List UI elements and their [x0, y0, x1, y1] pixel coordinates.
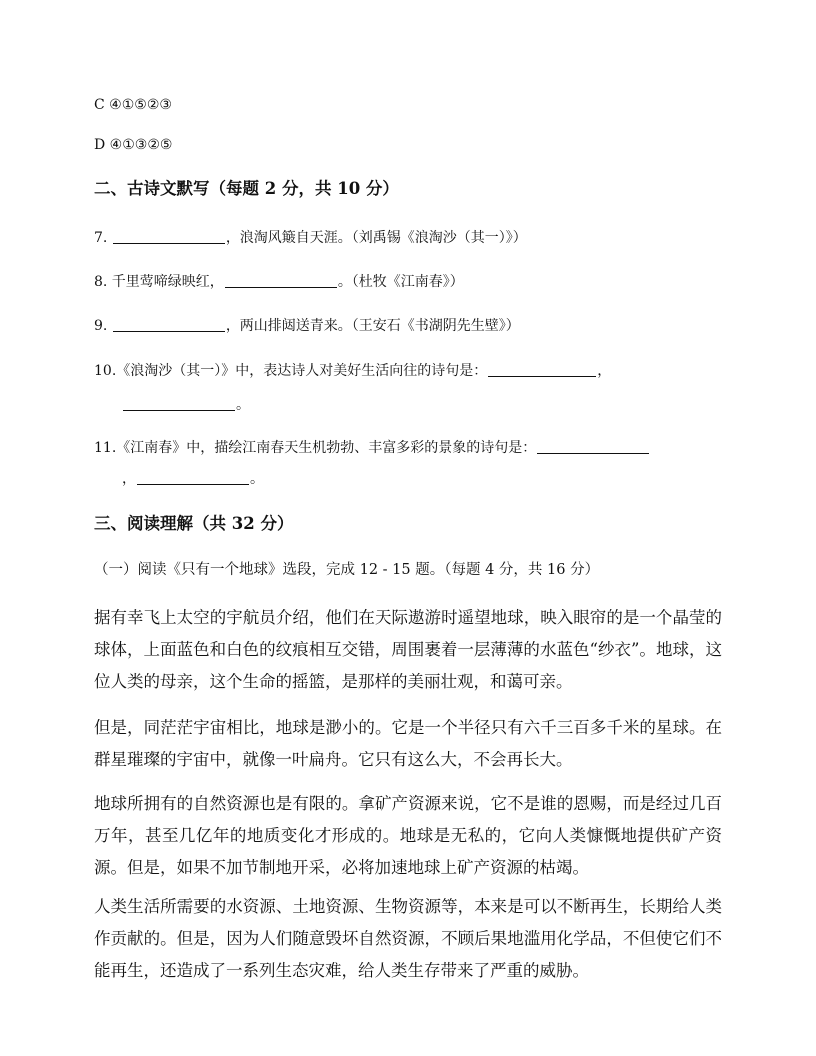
q7-suffix: ，浪淘风簸自天涯。（刘禹锡《浪淘沙（其一）》）: [225, 230, 527, 246]
q11-end: 。: [250, 471, 264, 487]
question-11-line1: [94, 438, 650, 458]
section2-title: 二、古诗文默写（每题 2 分，共 10 分）: [94, 179, 399, 198]
q11-comma: ，: [122, 471, 136, 487]
question-10-line2: [122, 395, 250, 415]
q8-suffix: 。（杜牧《江南春》）: [337, 274, 464, 290]
q8-prefix: 8. 千里莺啼绿映红，: [94, 274, 224, 290]
paragraph-1: 据有幸飞上太空的宇航员介绍，他们在天际遨游时遥望地球，映入眼帘的是一个晶莹的球体，上面蓝色和白色的纹痕相互交错，周围裹着一层薄薄的水蓝色“纱衣”。地球，这位人类的母亲，这个生命的摇篮，是那样的美丽壮观，和蔼可亲。: [94, 608, 722, 691]
paragraph-2: 但是，同茫茫宇宙相比，地球是渺小的。它是一个半径只有六千三百多千米的星球。在群星璀璨的宇宙中，就像一叶扁舟。它只有这么大，不会再长大。: [94, 718, 722, 769]
paragraph-4: 人类生活所需要的水资源、土地资源、生物资源等，本来是可以不断再生，长期给人类作贡献的。但是，因为人们随意毁坏自然资源，不顾后果地滥用化学品，不但使它们不能再生，还造成了一系列生态灾难，给人类生存带来了严重的威胁。: [94, 897, 722, 980]
q7-blank[interactable]: [113, 229, 225, 244]
question-8: [94, 272, 464, 292]
question-9: [94, 316, 520, 336]
q11-blank-2[interactable]: [137, 470, 249, 485]
question-10-line1: [94, 361, 611, 381]
q8-blank[interactable]: [225, 273, 337, 288]
q9-blank[interactable]: [113, 317, 225, 332]
paragraph-3: 地球所拥有的自然资源也是有限的。拿矿产资源来说，它不是谁的恩赐，而是经过几百万年，甚至几亿年的地质变化才形成的。地球是无私的，它向人类慷慨地提供矿产资源。但是，如果不加节制地开采，必将加速地球上矿产资源的枯竭。: [94, 794, 722, 877]
q10-blank-1[interactable]: [488, 362, 596, 377]
option-d: D ④①③②⑤: [94, 137, 173, 153]
q11-text: 11.《江南春》中，描绘江南春天生机勃勃、丰富多彩的景象的诗句是：: [94, 440, 537, 456]
q10-blank-2[interactable]: [123, 396, 235, 411]
q7-prefix: 7.: [94, 230, 112, 246]
q10-text: 10.《浪淘沙（其一）》中，表达诗人对美好生活向往的诗句是：: [94, 363, 488, 379]
question-7: [94, 228, 527, 248]
question-11-line2: [122, 469, 264, 489]
q9-prefix: 9.: [94, 318, 112, 334]
section3-title: 三、阅读理解（共 32 分）: [94, 514, 294, 533]
q10-comma: ，: [597, 363, 612, 379]
q9-suffix: ，两山排闼送青来。（王安石《书湖阴先生壁》）: [225, 318, 520, 334]
reading-1-instruction: （一）阅读《只有一个地球》选段，完成 12 - 15 题。（每题 4 分，共 16 分）: [94, 562, 600, 578]
q11-blank-1[interactable]: [537, 439, 649, 454]
option-c: C ④①⑤②③: [94, 97, 172, 113]
q10-end: 。: [236, 397, 250, 413]
